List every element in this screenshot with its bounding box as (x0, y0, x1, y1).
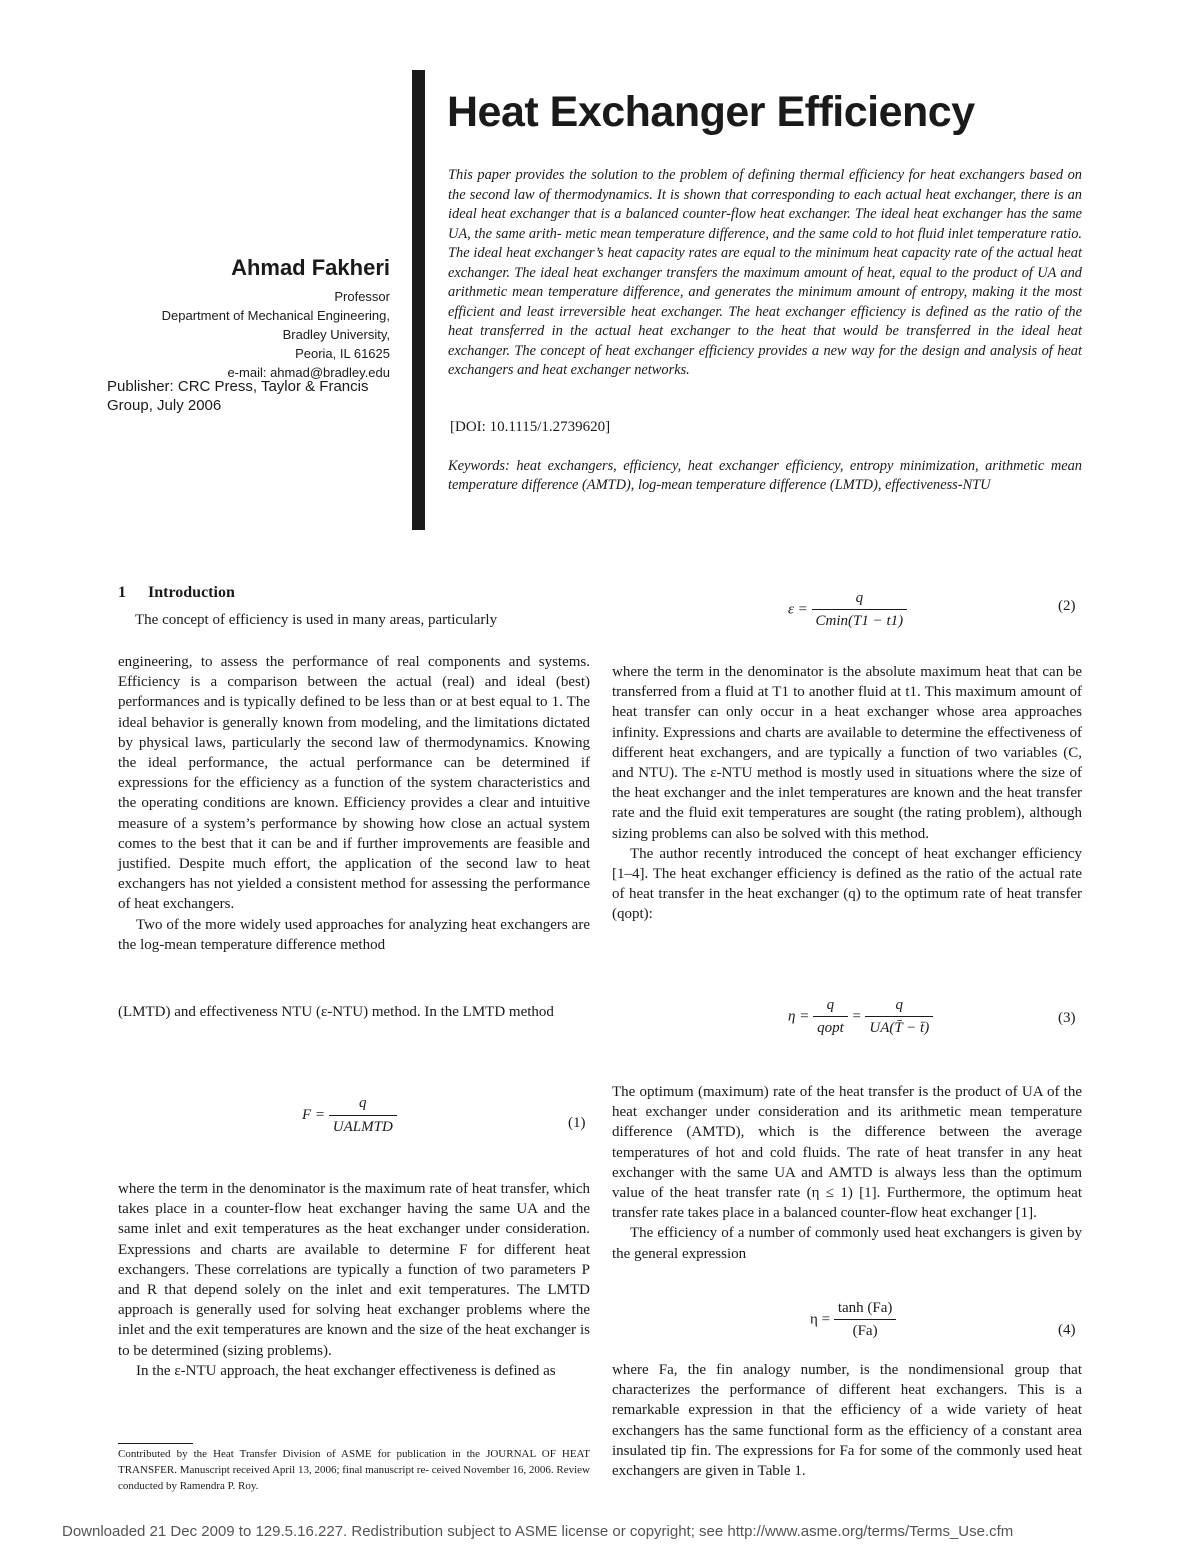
equation-denominator: UALMTD (332, 1119, 393, 1135)
equation-lhs: η = (810, 1311, 831, 1328)
doi[interactable]: [DOI: 10.1115/1.2739620] (450, 419, 611, 435)
equation-4 (810, 1300, 896, 1340)
equation-denominator: UA(T̄ − t̄) (869, 1020, 930, 1036)
right-column-block-3 (612, 1360, 1082, 1481)
equation-numerator: q (865, 997, 933, 1017)
equation-2 (788, 590, 907, 630)
author-university: Bradley University, (282, 327, 390, 342)
equation-number: (1) (568, 1115, 586, 1131)
equation-lhs: ε = (788, 601, 808, 618)
section-title: Introduction (148, 584, 235, 601)
paper-title: Heat Exchanger Efficiency (447, 88, 975, 136)
section-number: 1 (118, 584, 126, 601)
left-column-block-1 (118, 652, 590, 955)
publisher-info: Publisher: CRC Press, Taylor & Francis Group, July 2006 (107, 378, 369, 414)
equation-number: (4) (1058, 1322, 1076, 1338)
equation-denominator: qopt (817, 1020, 844, 1036)
equation-denominator: Cmin(T1 − t1) (815, 613, 904, 629)
equation-lhs: F = (302, 1106, 326, 1123)
download-notice: Downloaded 21 Dec 2009 to 129.5.16.227. Redistribution subject to ASME license or copyright; see http://www.asme.org/terms/Terms_Use.cfm (62, 1523, 1014, 1540)
left-column-block-2 (118, 1002, 590, 1022)
equation-fraction (329, 1095, 397, 1136)
equation-number: (3) (1058, 1010, 1076, 1026)
equation-number: (2) (1058, 598, 1076, 614)
equation-denominator: (Fa) (852, 1323, 878, 1339)
paragraph: The optimum (maximum) rate of the heat transfer is the product of UA of the heat exchanger under consideration and its arithmetic mean temperature difference (AMTD), which is the difference between the average temperatures of hot and cold fluids. The rate of heat transfer in any heat exchanger with the same UA and AMTD is always less than the optimum value of the heat transfer rate (η ≤ 1) [1]. Furthermore, the optimum heat transfer rate takes place in a balanced counter-flow heat exchanger [1]. (612, 1084, 1082, 1222)
intro-first-line: The concept of efficiency is used in many areas, particularly (135, 612, 498, 628)
equation-3 (788, 997, 933, 1037)
equation-lhs: η = (788, 1008, 810, 1025)
author-department: Department of Mechanical Engineering, (161, 308, 390, 323)
paragraph: where the term in the denominator is the absolute maximum heat that can be transferred from a fluid at T1 to another fluid at t1. This maximum amount of heat transfer can only occur in a heat exchanger whose area approaches infinity. Expressions and charts are available to determine the effectiveness of different heat exchangers, and are typically a function of two variables (C, and NTU). The ε-NTU method is mostly used in situations where the size of the heat exchanger and the inlet temperatures are known and the heat transfer rate and the fluid exit temperatures are sought (the rating problem), although sizing problems can also be solved with this method. (612, 664, 1082, 842)
paragraph: The author recently introduced the concept of heat exchanger efficiency [1–4]. The heat exchanger efficiency is defined as the ratio of the actual rate of heat transfer in the heat exchanger (q) to the optimum rate of heat transfer (qopt): (612, 845, 1082, 923)
equation-1 (302, 1095, 397, 1136)
footnote: Contributed by the Heat Transfer Division of ASME for publication in the JOURNAL OF HEAT TRANSFER. Manuscript received April 13, 2006; final manuscript re- ceived November 16, 2006. Review conducted by Ramendra P. Roy. (118, 1448, 590, 1492)
author-block (100, 255, 390, 382)
equation-fraction (812, 590, 908, 630)
paragraph: Two of the more widely used approaches for analyzing heat exchangers are the log-mean temperature difference method (118, 916, 590, 953)
paragraph: (LMTD) and effectiveness NTU (ε-NTU) method. In the LMTD method (118, 1004, 554, 1020)
equation-numerator: q (812, 590, 908, 610)
right-column-block-2 (612, 1082, 1082, 1264)
equation-equals: = (851, 1008, 862, 1025)
equation-fraction (865, 997, 933, 1037)
equation-numerator: q (813, 997, 848, 1017)
paragraph: where Fa, the fin analogy number, is the nondimensional group that characterizes the performance of different heat exchangers. This is a remarkable expression in that the efficiency of a wide variety of heat exchangers has the same functional form as the efficiency of a constant area insulated tip fin. The expressions for Fa for some of the commonly used heat exchangers are given in Table 1. (612, 1362, 1082, 1480)
paragraph: where the term in the denominator is the maximum rate of heat transfer, which takes place in a counter-flow heat exchanger having the same UA and the same inlet and exit temperatures as the heat exchanger under consideration. Expressions and charts are available to determine F for different heat exchangers. These correlations are typically a function of two parameters P and R that depend solely on the inlet and exit temperatures. The LMTD approach is generally used for solving heat exchanger problems where the inlet and the exit temperatures are known and the size of the heat exchanger is to be determined (sizing problems). (118, 1181, 590, 1359)
left-column-block-3 (118, 1179, 590, 1381)
abstract: This paper provides the solution to the problem of defining thermal efficiency for heat exchangers based on the second law of thermodynamics. It is shown that corresponding to each actual heat exchanger, there is an ideal heat exchanger that is a balanced counter-flow heat exchanger. The ideal heat exchanger has the same UA, the same arith- metic mean temperature difference, and the same cold to hot fluid inlet temperature ratio. The ideal heat exchanger’s heat capacity rates are equal to the minimum heat capacity rate of the actual heat exchanger. The ideal heat exchanger transfers the maximum amount of heat, equal to the product of UA and arithmetic mean temperature difference, and generates the minimum amount of entropy, making it the most efficient and least irreversible heat exchanger. The heat exchanger efficiency is defined as the ratio of the heat transferred in the actual heat exchanger to the heat that would be transferred in the ideal heat exchanger. The concept of heat exchanger efficiency provides a new way for the design and analysis of heat exchangers and heat exchanger networks. (448, 167, 1082, 378)
equation-fraction (834, 1300, 897, 1340)
paragraph: In the ε-NTU approach, the heat exchanger effectiveness is defined as (136, 1362, 556, 1379)
equation-fraction (813, 997, 848, 1037)
title-vertical-bar (412, 70, 425, 530)
author-name: Ahmad Fakheri (231, 255, 390, 280)
footnote-rule (118, 1443, 193, 1444)
author-location: Peoria, IL 61625 (295, 346, 390, 361)
paragraph: engineering, to assess the performance of real components and systems. Efficiency is a comparison between the actual (real) and ideal (best) performances and is typically defined to be less than or at best equal to 1. The ideal behavior is generally known from modeling, and the limitations dictated by physical laws, particularly the second law of thermodynamics. Knowing the ideal performance, the actual performance can be determined if expressions for the efficiency as a function of the system characteristics and the operating conditions are known. Efficiency provides a clear and intuitive measure of a system’s performance by showing how close an actual system comes to the best that it can be and if further improvements are feasible and justified. Despite much effort, the application of the second law to heat exchangers has not yielded a consistent method for assessing the performance of heat exchangers. (118, 654, 590, 913)
equation-numerator: tanh (Fa) (834, 1300, 897, 1320)
author-title: Professor (334, 289, 390, 304)
right-column-block-1 (612, 662, 1082, 925)
paragraph: The efficiency of a number of commonly used heat exchangers is given by the general expression (612, 1225, 1082, 1262)
section-heading (118, 584, 235, 602)
author-email[interactable]: e-mail: ahmad@bradley.edu (227, 365, 390, 380)
keywords: Keywords: heat exchangers, efficiency, heat exchanger efficiency, entropy minimization, arithmetic mean temperature difference (AMTD), log-mean temperature difference (LMTD), effectiveness-NTU (448, 458, 1082, 493)
equation-numerator: q (329, 1095, 397, 1116)
